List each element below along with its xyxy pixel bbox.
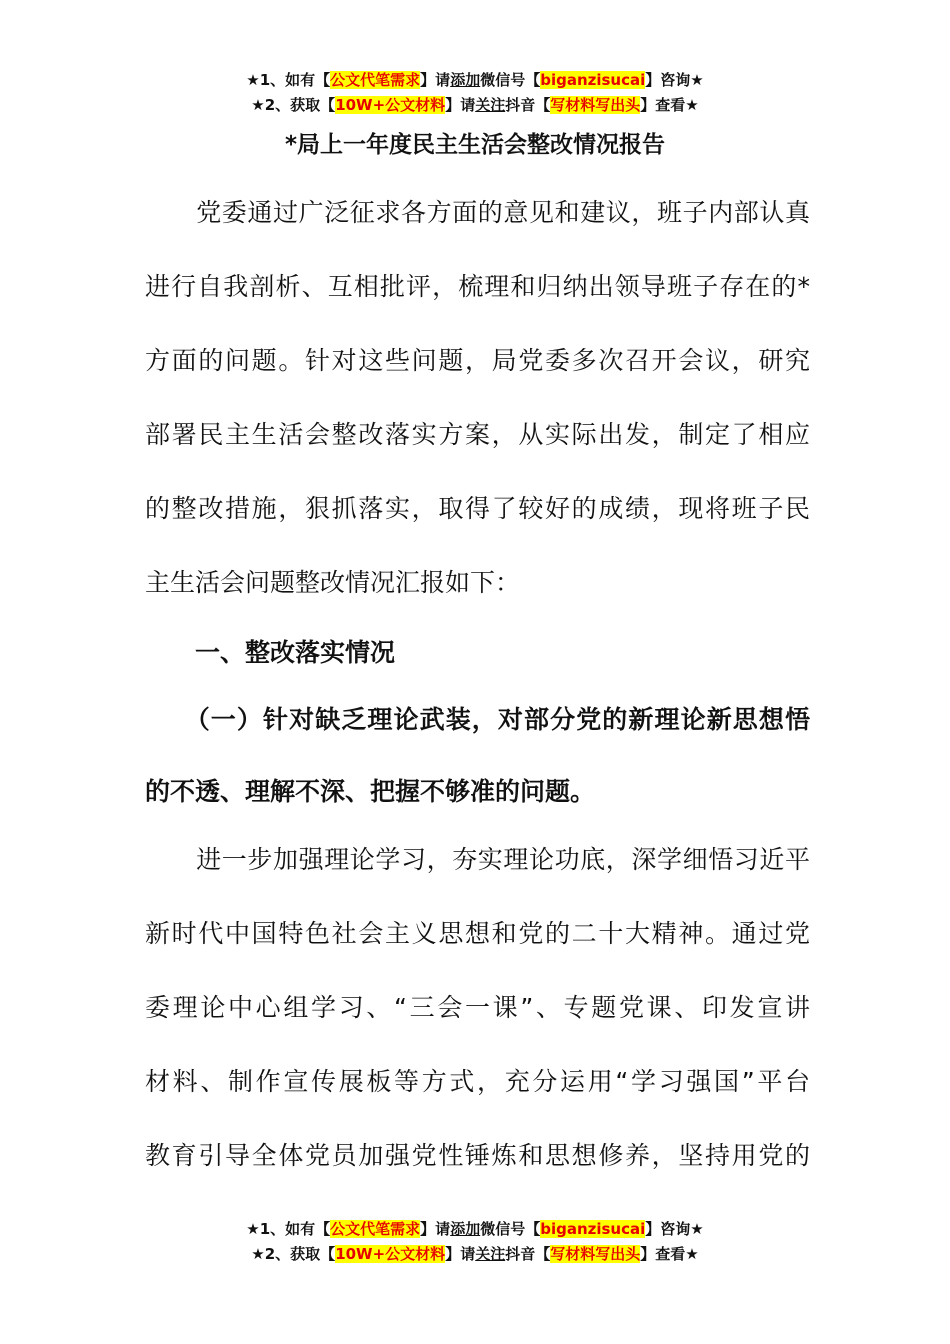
section-heading: 一、整改落实情况 bbox=[145, 638, 396, 667]
body-line: 进行自我剖析、互相批评，梳理和归纳出领导班子存在的* bbox=[145, 272, 810, 301]
promo-highlight: 公文代笔需求 bbox=[330, 71, 421, 89]
promo-highlight: 10W+公文材料 bbox=[335, 1245, 446, 1263]
promo-highlight: 写材料写出头 bbox=[550, 96, 641, 114]
promo-text: 】请 bbox=[420, 71, 451, 89]
body-line: 材料、制作宣传展板等方式，充分运用“学习强国”平台 bbox=[145, 1067, 810, 1096]
promo-underline: 添加 bbox=[450, 71, 481, 89]
promo-underline: 关注 bbox=[475, 96, 506, 114]
body-line: 教育引导全体党员加强党性锤炼和思想修养，坚持用党的 bbox=[145, 1141, 810, 1170]
promo-text: ★1、如有【 bbox=[246, 71, 331, 89]
promo-text: ★2、获取【 bbox=[251, 1245, 336, 1263]
footer-promo-line-2 bbox=[0, 1244, 950, 1264]
promo-text: 】查看★ bbox=[640, 96, 699, 114]
body-line: 方面的问题。针对这些问题，局党委多次召开会议，研究 bbox=[145, 346, 810, 375]
promo-text: 抖音【 bbox=[505, 1245, 551, 1263]
body-line: 党委通过广泛征求各方面的意见和建议，班子内部认真 bbox=[145, 198, 810, 227]
promo-text: ★1、如有【 bbox=[246, 1220, 331, 1238]
subsection-heading: 的不透、理解不深、把握不够准的问题。 bbox=[145, 777, 596, 806]
promo-highlight: biganzisucai bbox=[540, 1220, 646, 1238]
promo-text: 抖音【 bbox=[505, 96, 551, 114]
body-line: 主生活会问题整改情况汇报如下： bbox=[145, 568, 521, 597]
promo-text: 】请 bbox=[420, 1220, 451, 1238]
promo-highlight: 公文代笔需求 bbox=[330, 1220, 421, 1238]
promo-highlight: 10W+公文材料 bbox=[335, 96, 446, 114]
body-line: 委理论中心组学习、“三会一课”、专题党课、印发宣讲 bbox=[145, 993, 810, 1022]
promo-underline: 添加 bbox=[450, 1220, 481, 1238]
promo-underline: 关注 bbox=[475, 1245, 506, 1263]
body-line: 的整改措施，狠抓落实，取得了较好的成绩，现将班子民 bbox=[145, 494, 810, 523]
promo-text: 】咨询★ bbox=[645, 1220, 704, 1238]
body-line: 进一步加强理论学习，夯实理论功底，深学细悟习近平 bbox=[145, 845, 810, 874]
footer-promo-line-1 bbox=[0, 1219, 950, 1239]
promo-text: ★2、获取【 bbox=[251, 96, 336, 114]
header-promo-line-2 bbox=[0, 95, 950, 115]
promo-text: 】查看★ bbox=[640, 1245, 699, 1263]
subsection-heading: （一）针对缺乏理论武装，对部分党的新理论新思想悟 bbox=[145, 705, 810, 734]
body-line: 部署民主生活会整改落实方案，从实际出发，制定了相应 bbox=[145, 420, 810, 449]
promo-text: 】请 bbox=[445, 1245, 476, 1263]
header-promo-line-1 bbox=[0, 70, 950, 90]
document-title: *局上一年度民主生活会整改情况报告 bbox=[284, 132, 666, 158]
promo-text: 微信号【 bbox=[480, 1220, 541, 1238]
promo-text: 】咨询★ bbox=[645, 71, 704, 89]
promo-highlight: biganzisucai bbox=[540, 71, 646, 89]
promo-text: 】请 bbox=[445, 96, 476, 114]
promo-highlight: 写材料写出头 bbox=[550, 1245, 641, 1263]
body-line: 新时代中国特色社会主义思想和党的二十大精神。通过党 bbox=[145, 919, 810, 948]
promo-text: 微信号【 bbox=[480, 71, 541, 89]
